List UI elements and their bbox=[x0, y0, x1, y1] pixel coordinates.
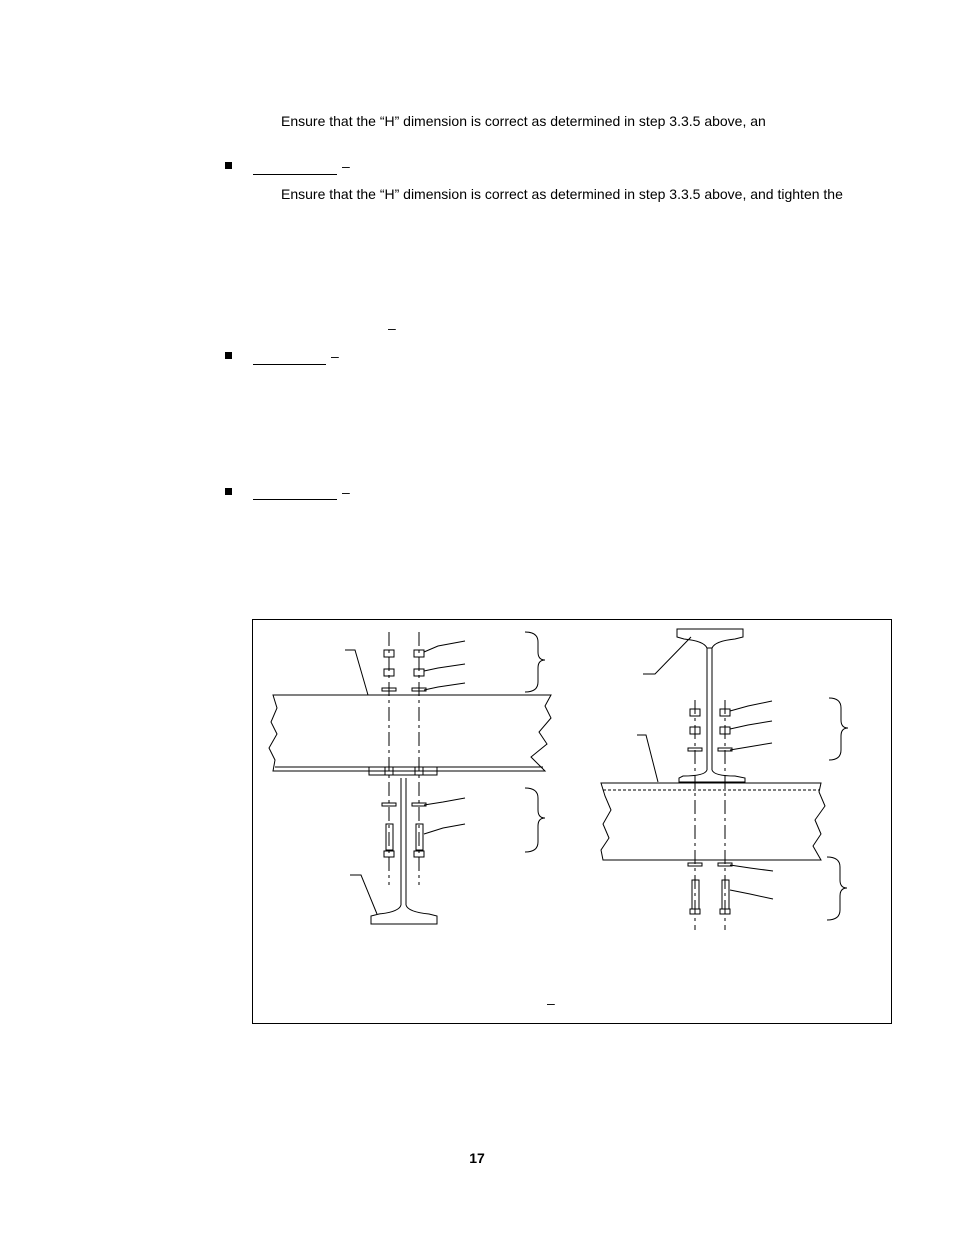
leader-line bbox=[424, 824, 465, 834]
leader-line bbox=[424, 641, 465, 652]
right-assembly bbox=[601, 629, 848, 930]
leader-line bbox=[730, 865, 773, 871]
washer-icon bbox=[382, 803, 396, 806]
brace-icon bbox=[525, 788, 545, 852]
leader-line bbox=[350, 875, 377, 914]
heading-dash: – bbox=[342, 158, 350, 174]
paragraph-line-2: Ensure that the “H” dimension is correct as determined in step 3.3.5 above, and tighten the bbox=[281, 186, 843, 202]
slab bbox=[269, 695, 551, 771]
figure-caption-dash: – bbox=[547, 995, 555, 1011]
leader-line bbox=[424, 664, 465, 671]
leader-line bbox=[730, 890, 773, 899]
paragraph-line-1: Ensure that the “H” dimension is correct as determined in step 3.3.5 above, an bbox=[281, 113, 766, 129]
beam-assembly-drawing bbox=[253, 620, 893, 1025]
left-assembly bbox=[269, 632, 551, 924]
page-number: 17 bbox=[469, 1150, 485, 1166]
washer-icon bbox=[412, 803, 426, 806]
slab bbox=[601, 783, 825, 860]
beam-flange bbox=[371, 905, 437, 924]
leader-line bbox=[637, 735, 658, 782]
inline-dash: – bbox=[388, 320, 396, 336]
brace-icon bbox=[525, 632, 545, 692]
brace-icon bbox=[829, 698, 848, 760]
heading-dash: – bbox=[331, 348, 339, 364]
leader-line bbox=[424, 683, 465, 690]
square-bullet-icon bbox=[225, 488, 232, 495]
leader-line bbox=[730, 721, 772, 729]
leader-line bbox=[730, 743, 772, 750]
leader-line bbox=[730, 701, 772, 711]
washer-icon bbox=[688, 863, 702, 866]
base-plate bbox=[679, 770, 745, 782]
heading-dash: – bbox=[342, 484, 350, 500]
heading-underline bbox=[253, 174, 337, 175]
leader-line bbox=[643, 637, 691, 674]
heading-underline bbox=[253, 499, 337, 500]
leader-line bbox=[424, 798, 465, 805]
heading-underline bbox=[253, 364, 326, 365]
washer-icon bbox=[718, 863, 732, 866]
square-bullet-icon bbox=[225, 352, 232, 359]
washer-icon bbox=[688, 748, 702, 751]
brace-icon bbox=[827, 857, 847, 920]
figure-frame bbox=[252, 619, 892, 1024]
beam-flange bbox=[677, 629, 743, 648]
leader-line bbox=[345, 650, 368, 695]
washer-icon bbox=[718, 748, 732, 751]
square-bullet-icon bbox=[225, 162, 232, 169]
